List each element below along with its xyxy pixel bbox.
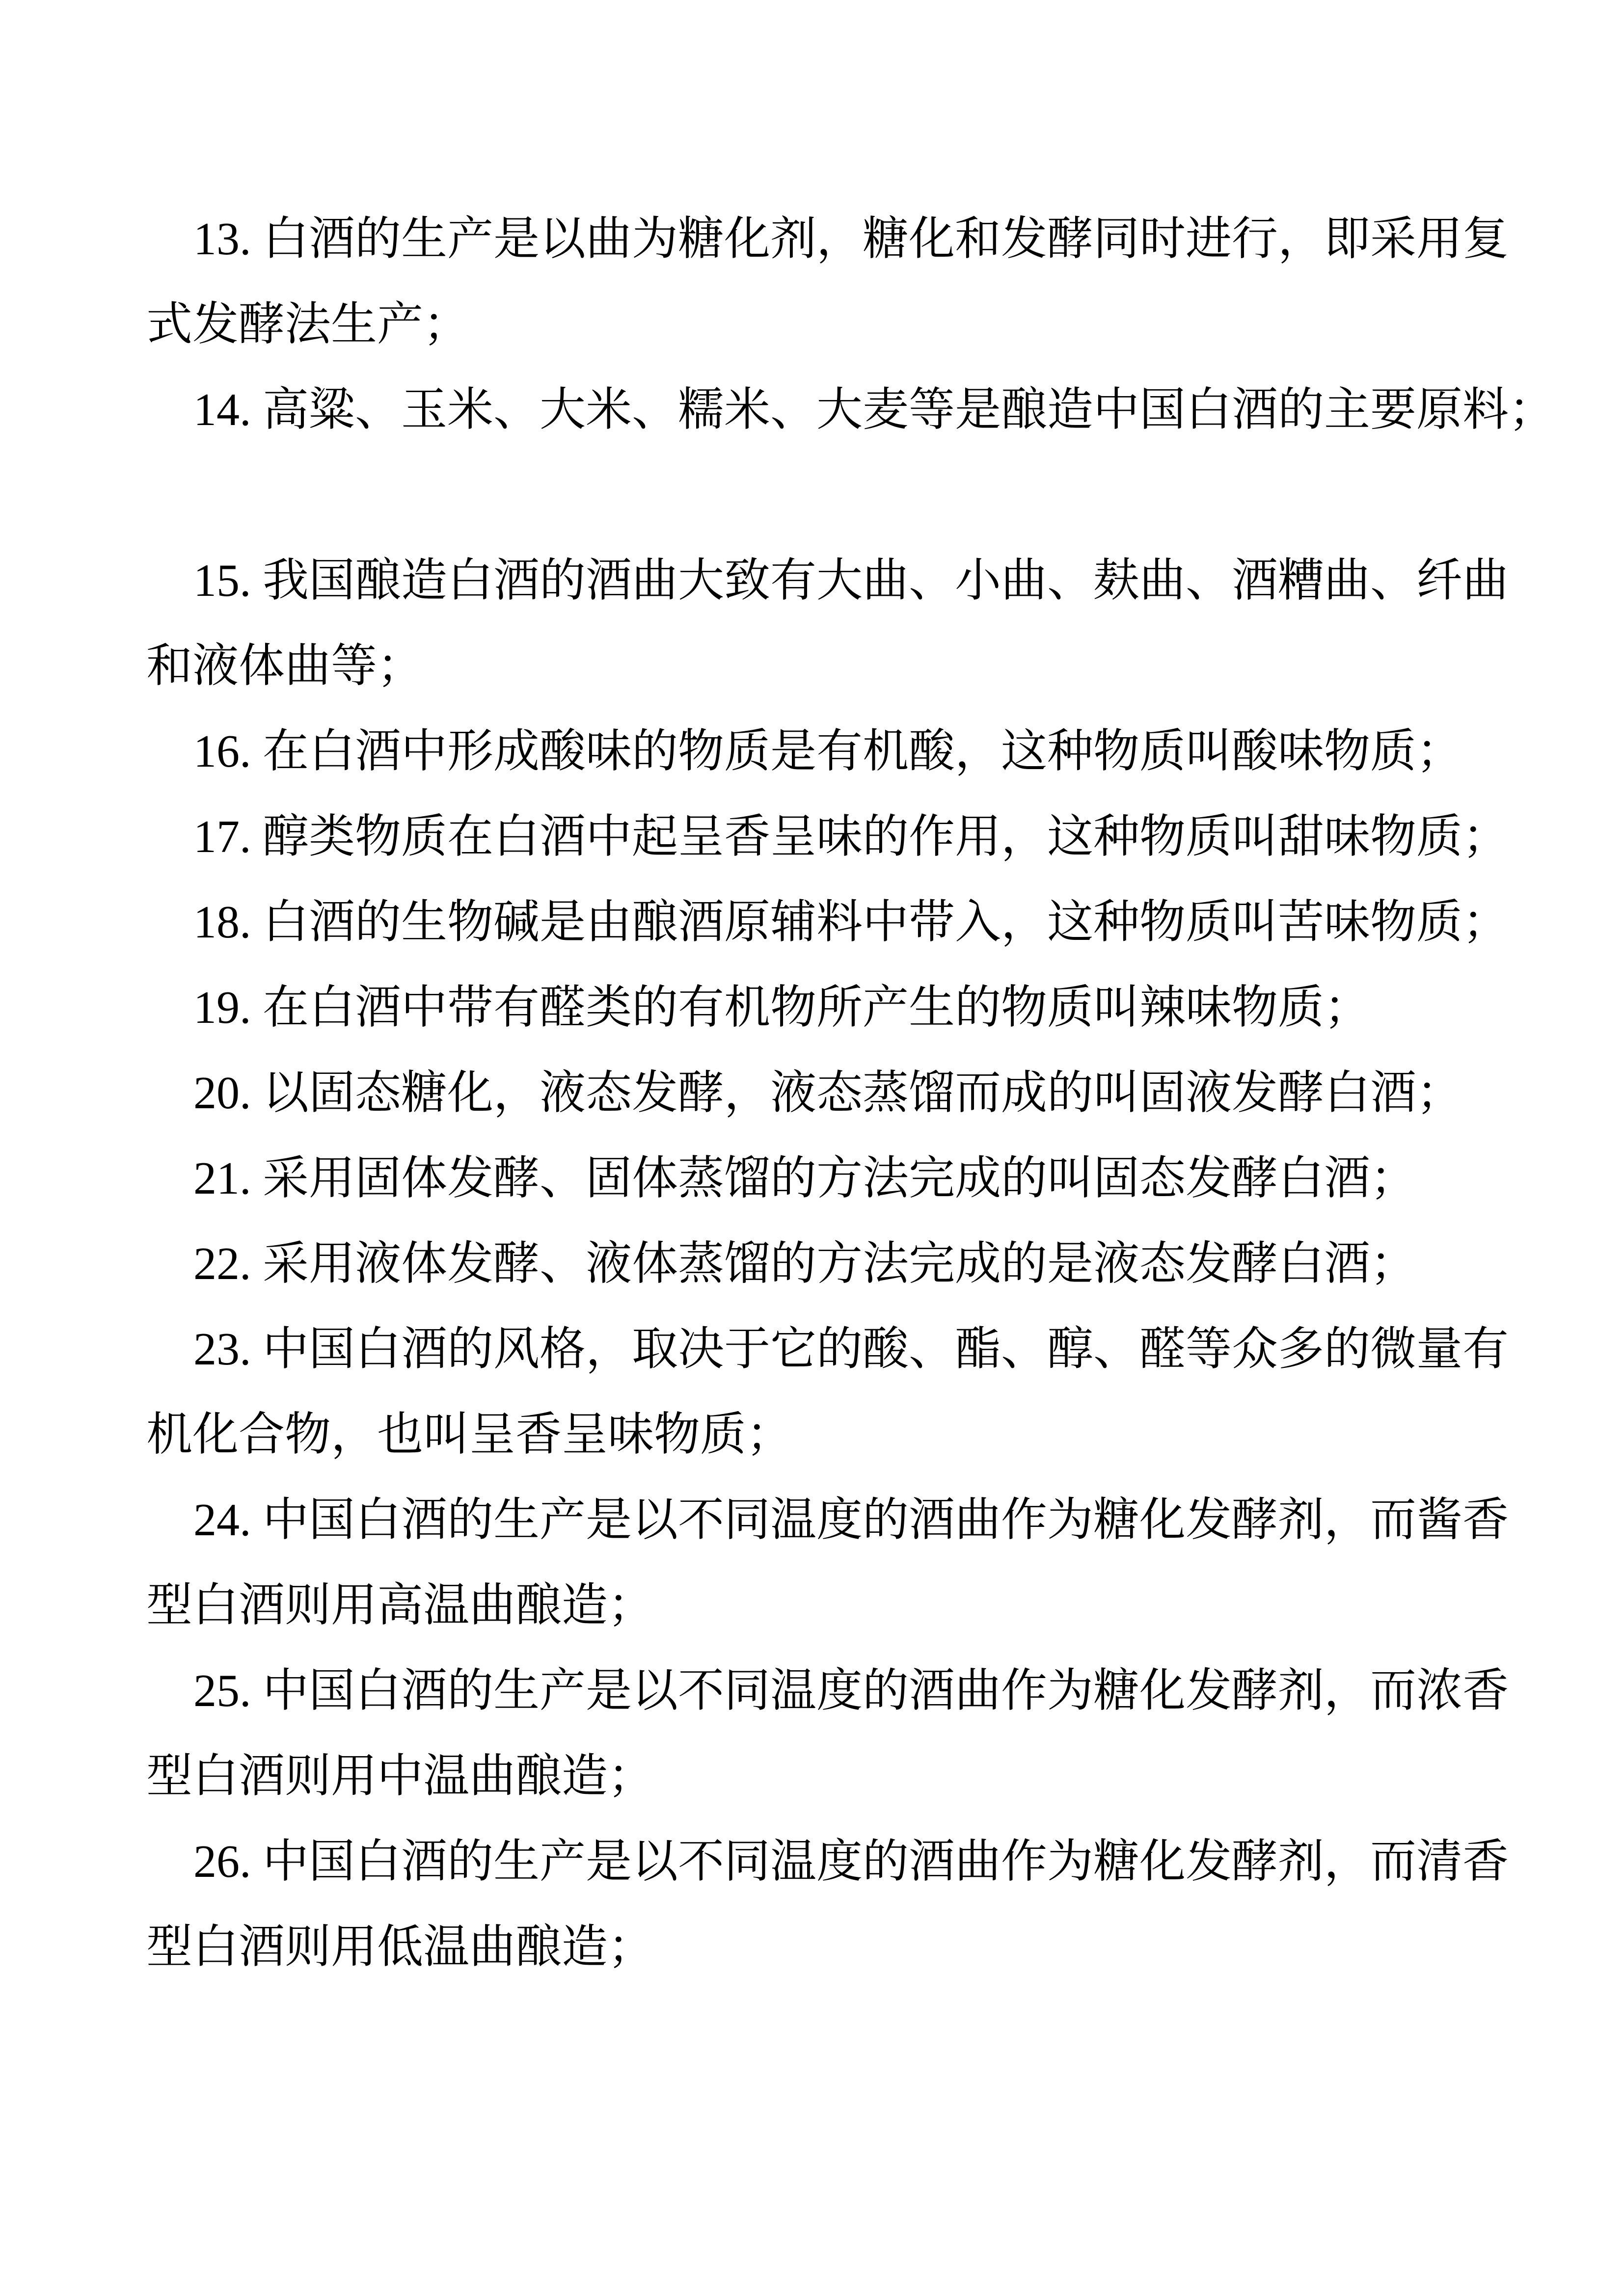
text-line-17: 17. 醇类物质在白酒中起呈香呈味的作用，这种物质叫甜味物质； <box>193 811 1509 862</box>
text-line-19: 19. 在白酒中带有醛类的有机物所产生的物质叫辣味物质； <box>193 982 1371 1033</box>
blank-line <box>146 453 1478 538</box>
text-line-20: 20. 以固态糖化，液态发酵，液态蒸馏而成的叫固液发酵白酒； <box>193 1068 1463 1119</box>
text-line-13-2: 式发酵法生产； <box>146 299 470 350</box>
text-line-15-1: 15. 我国酿造白酒的酒曲大致有大曲、小曲、麸曲、酒糟曲、纤曲 <box>193 555 1509 606</box>
text-line-25-1: 25. 中国白酒的生产是以不同温度的酒曲作为糖化发酵剂，而浓香 <box>193 1665 1509 1716</box>
text-line-23-2: 机化合物，也叫呈香呈味物质； <box>146 1409 793 1460</box>
text-line-21: 21. 采用固体发酵、固体蒸馏的方法完成的叫固态发酵白酒； <box>193 1153 1417 1204</box>
text-line-13-1: 13. 白酒的生产是以曲为糖化剂，糖化和发酵同时进行，即采用复 <box>193 214 1509 265</box>
text-line-25-2: 型白酒则用中温曲酿造； <box>146 1751 654 1802</box>
text-line-23-1: 23. 中国白酒的风格，取决于它的酸、酯、醇、醛等众多的微量有 <box>193 1324 1509 1375</box>
text-line-26-1: 26. 中国白酒的生产是以不同温度的酒曲作为糖化发酵剂，而清香 <box>193 1836 1509 1887</box>
text-line-22: 22. 采用液体发酵、液体蒸馏的方法完成的是液态发酵白酒； <box>193 1238 1417 1289</box>
text-line-24-1: 24. 中国白酒的生产是以不同温度的酒曲作为糖化发酵剂，而酱香 <box>193 1495 1509 1546</box>
text-line-14: 14. 高粱、玉米、大米、糯米、大麦等是酿造中国白酒的主要原料； <box>193 384 1555 435</box>
text-line-18: 18. 白酒的生物碱是由酿酒原辅料中带入，这种物质叫苦味物质； <box>193 897 1509 948</box>
text-line-24-2: 型白酒则用高温曲酿造； <box>146 1580 654 1631</box>
text-line-15-2: 和液体曲等； <box>146 641 424 692</box>
text-line-26-2: 型白酒则用低温曲酿造； <box>146 1922 654 1973</box>
text-line-16: 16. 在白酒中形成酸味的物质是有机酸，这种物质叫酸味物质； <box>193 726 1463 777</box>
